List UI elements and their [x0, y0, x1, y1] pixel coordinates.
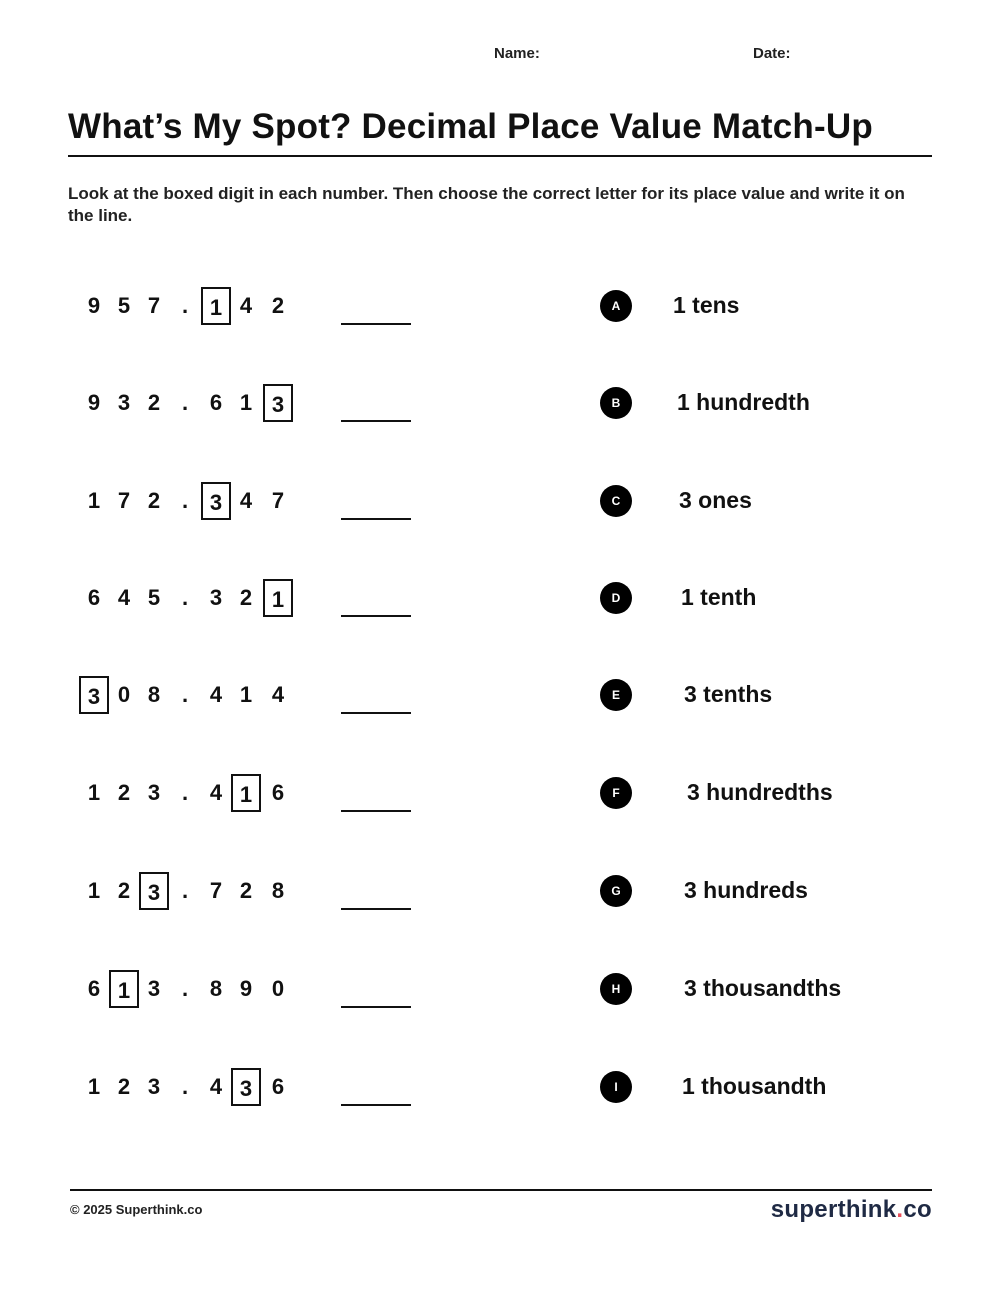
boxed-digit: 3 — [201, 482, 231, 520]
digit: 1 — [87, 488, 101, 513]
digit: 4 — [239, 488, 253, 513]
digit: 4 — [209, 682, 223, 707]
problem-row — [0, 287, 1000, 337]
option-letter-badge: G — [600, 875, 632, 907]
option-text: 3 ones — [679, 487, 752, 513]
boxed-digit: 1 — [263, 579, 293, 617]
title-divider — [68, 155, 932, 157]
digit: 5 — [117, 293, 131, 318]
digit: 1 — [239, 390, 253, 415]
answer-blank[interactable] — [341, 908, 411, 910]
decimal-point: . — [181, 488, 189, 513]
digit: 6 — [87, 976, 101, 1001]
problem-row — [0, 872, 1000, 922]
option-letter-badge: D — [600, 582, 632, 614]
digit: 4 — [239, 293, 253, 318]
digit: 3 — [209, 585, 223, 610]
digit: 2 — [147, 488, 161, 513]
option-letter-badge: A — [600, 290, 632, 322]
problem-row — [0, 384, 1000, 434]
decimal-point: . — [181, 878, 189, 903]
option-letter-badge: C — [600, 485, 632, 517]
digit: 5 — [147, 585, 161, 610]
answer-blank[interactable] — [341, 518, 411, 520]
problem-row — [0, 579, 1000, 629]
footer-divider — [70, 1189, 932, 1191]
digit: 3 — [117, 390, 131, 415]
boxed-digit: 1 — [231, 774, 261, 812]
option-letter-badge: H — [600, 973, 632, 1005]
brand-logo — [771, 1196, 932, 1224]
decimal-point: . — [181, 1074, 189, 1099]
answer-blank[interactable] — [341, 810, 411, 812]
digit: 9 — [239, 976, 253, 1001]
digit: 3 — [147, 1074, 161, 1099]
answer-blank[interactable] — [341, 1006, 411, 1008]
boxed-digit: 3 — [79, 676, 109, 714]
digit: 1 — [87, 878, 101, 903]
digit: 7 — [117, 488, 131, 513]
option-text: 3 hundreds — [684, 877, 808, 903]
option-text: 3 thousandths — [684, 975, 842, 1001]
digit: 1 — [87, 780, 101, 805]
digit: 9 — [87, 293, 101, 318]
brand-name: superthink — [770, 1196, 897, 1223]
digit: 8 — [271, 878, 285, 903]
decimal-point: . — [181, 682, 189, 707]
option-letter-badge: B — [600, 387, 632, 419]
answer-blank[interactable] — [341, 712, 411, 714]
digit: 2 — [239, 878, 253, 903]
digit: 4 — [271, 682, 285, 707]
page-title: What’s My Spot? Decimal Place Value Match-Up — [68, 107, 873, 146]
digit: 6 — [271, 780, 285, 805]
boxed-digit: 3 — [139, 872, 169, 910]
option-letter-badge: I — [600, 1071, 632, 1103]
digit: 4 — [209, 780, 223, 805]
option-text: 1 thousandth — [682, 1073, 827, 1099]
option-text: 1 tens — [673, 292, 740, 318]
digit: 2 — [147, 390, 161, 415]
digit: 2 — [117, 878, 131, 903]
copyright: © 2025 Superthink.co — [70, 1202, 203, 1217]
problem-row — [0, 482, 1000, 532]
answer-blank[interactable] — [341, 1104, 411, 1106]
boxed-digit: 1 — [201, 287, 231, 325]
option-letter-badge: E — [600, 679, 632, 711]
digit: 8 — [147, 682, 161, 707]
problem-row — [0, 1068, 1000, 1118]
option-text: 1 hundredth — [677, 389, 810, 415]
answer-blank[interactable] — [341, 615, 411, 617]
problem-row — [0, 774, 1000, 824]
digit: 4 — [209, 1074, 223, 1099]
digit: 9 — [87, 390, 101, 415]
digit: 7 — [271, 488, 285, 513]
decimal-point: . — [181, 390, 189, 415]
digit: 2 — [117, 780, 131, 805]
brand-dot: . — [896, 1196, 904, 1223]
problem-row — [0, 676, 1000, 726]
digit: 7 — [147, 293, 161, 318]
digit: 6 — [87, 585, 101, 610]
digit: 1 — [87, 1074, 101, 1099]
decimal-point: . — [181, 293, 189, 318]
boxed-digit: 1 — [109, 970, 139, 1008]
option-letter-badge: F — [600, 777, 632, 809]
digit: 4 — [117, 585, 131, 610]
digit: 6 — [209, 390, 223, 415]
digit: 7 — [209, 878, 223, 903]
problem-row — [0, 970, 1000, 1020]
digit: 0 — [117, 682, 131, 707]
instructions: Look at the boxed digit in each number. Then choose the correct letter for its place value and write it on the line. — [68, 184, 905, 225]
boxed-digit: 3 — [231, 1068, 261, 1106]
name-label: Name: — [494, 45, 540, 62]
answer-blank[interactable] — [341, 420, 411, 422]
digit: 0 — [271, 976, 285, 1001]
brand-tld: co — [903, 1196, 932, 1223]
date-label: Date: — [753, 45, 791, 62]
answer-blank[interactable] — [341, 323, 411, 325]
decimal-point: . — [181, 976, 189, 1001]
digit: 8 — [209, 976, 223, 1001]
decimal-point: . — [181, 780, 189, 805]
digit: 2 — [239, 585, 253, 610]
boxed-digit: 3 — [263, 384, 293, 422]
option-text: 3 hundredths — [687, 779, 833, 805]
decimal-point: . — [181, 585, 189, 610]
digit: 2 — [271, 293, 285, 318]
option-text: 1 tenth — [681, 584, 757, 610]
digit: 3 — [147, 976, 161, 1001]
digit: 3 — [147, 780, 161, 805]
digit: 6 — [271, 1074, 285, 1099]
digit: 2 — [117, 1074, 131, 1099]
option-text: 3 tenths — [684, 681, 773, 707]
digit: 1 — [239, 682, 253, 707]
